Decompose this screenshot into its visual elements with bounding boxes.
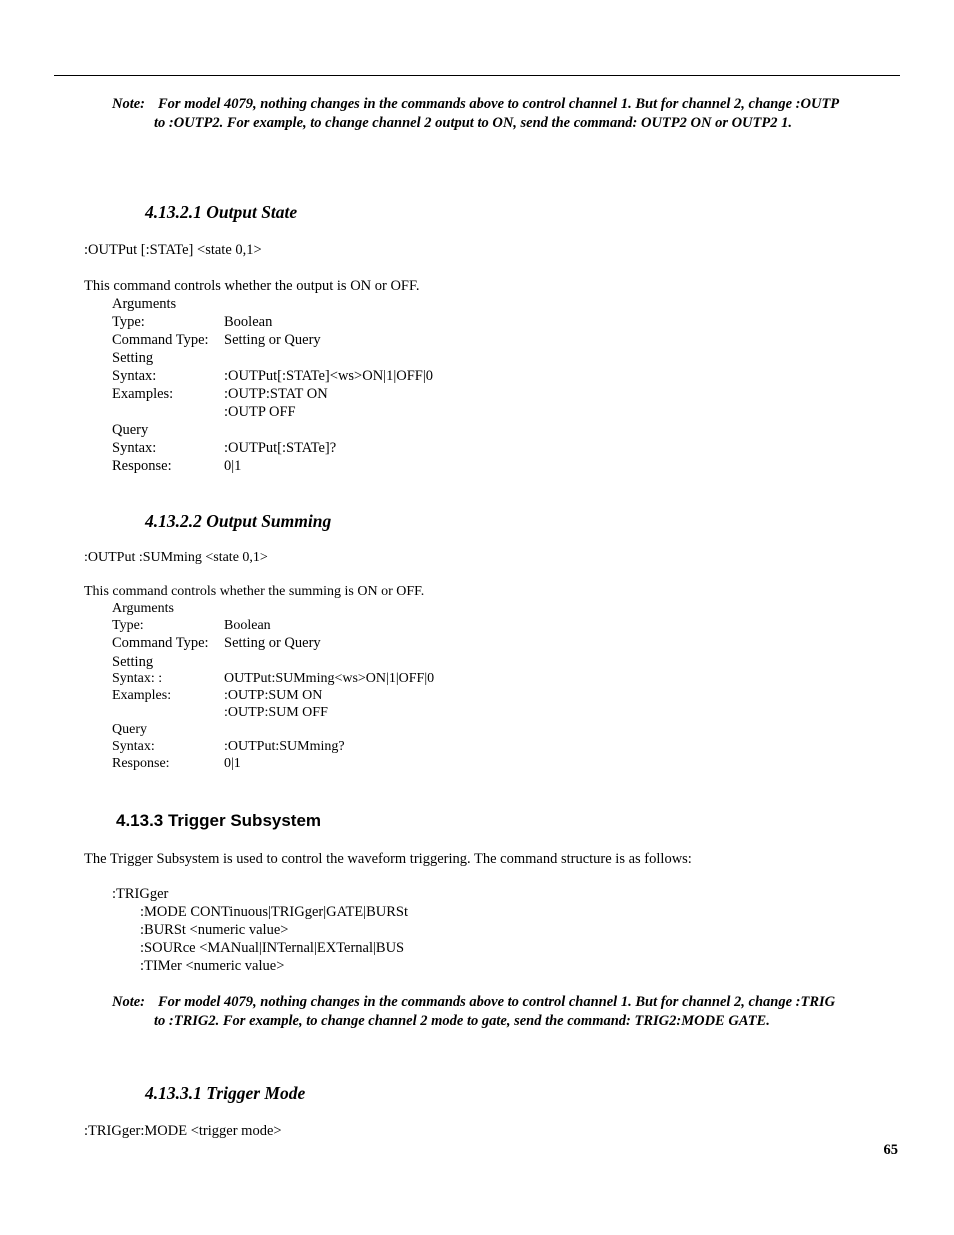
command-item: :TIMer <numeric value> <box>140 958 285 974</box>
response-value: 0|1 <box>224 458 242 474</box>
query-syntax-label: Syntax: <box>112 739 155 754</box>
command-item: :BURSt <numeric value> <box>140 922 289 938</box>
query-syntax-value: :OUTPut:SUMming? <box>224 739 345 754</box>
setting-label: Setting <box>112 350 154 366</box>
type-label: Type: <box>112 314 145 330</box>
command-type-label: Command Type: <box>112 635 209 651</box>
syntax-label: Syntax: : <box>112 671 163 686</box>
command-syntax: :TRIGger:MODE <trigger mode> <box>84 1123 282 1139</box>
examples-label: Examples: <box>112 386 174 402</box>
example-value: :OUTP:SUM ON <box>224 688 323 703</box>
note-label: Note: <box>112 96 146 112</box>
command-root: :TRIGger <box>112 886 169 902</box>
command-type-value: Setting or Query <box>224 332 321 348</box>
note-line: to :TRIG2. For example, to change channel 2 mode to gate, send the command: TRIG2:MODE GATE. <box>154 1013 770 1029</box>
type-value: Boolean <box>224 314 273 330</box>
command-item: :SOURce <MANual|INTernal|EXTernal|BUS <box>140 940 405 956</box>
command-type-value: Setting or Query <box>224 635 321 651</box>
example-value: :OUTP:SUM OFF <box>224 705 328 720</box>
syntax-value: OUTPut:SUMming<ws>ON|1|OFF|0 <box>224 671 435 686</box>
response-value: 0|1 <box>224 756 241 771</box>
syntax-label: Syntax: <box>112 368 157 384</box>
note-line: For model 4079, nothing changes in the commands above to control channel 1. But for channel 2, change :OUTP <box>158 96 840 112</box>
query-syntax-label: Syntax: <box>112 440 157 456</box>
setting-label: Setting <box>112 654 154 670</box>
description: The Trigger Subsystem is used to control the waveform triggering. The command structure is as follows: <box>84 851 692 867</box>
examples-label: Examples: <box>112 688 172 703</box>
section-heading: 4.13.3.1 Trigger Mode <box>145 1083 306 1103</box>
note-label: Note: <box>112 994 146 1010</box>
section-heading: 4.13.2.1 Output State <box>145 202 298 222</box>
header-rule <box>54 75 900 76</box>
query-label: Query <box>112 422 149 438</box>
description: This command controls whether the output is ON or OFF. <box>84 278 420 294</box>
description: This command controls whether the summing is ON or OFF. <box>84 584 425 599</box>
example-value: :OUTP:STAT ON <box>224 386 328 402</box>
note-line: to :OUTP2. For example, to change channel 2 output to ON, send the command: OUTP2 ON or OUTP2 1. <box>154 115 792 131</box>
note-line: For model 4079, nothing changes in the commands above to control channel 1. But for channel 2, change :TRIG <box>158 994 836 1010</box>
response-label: Response: <box>112 756 170 771</box>
query-syntax-value: :OUTPut[:STATe]? <box>224 440 337 456</box>
type-value: Boolean <box>224 618 271 633</box>
type-label: Type: <box>112 618 144 633</box>
command-item: :MODE CONTinuous|TRIGger|GATE|BURSt <box>140 904 408 920</box>
arguments-label: Arguments <box>112 601 174 616</box>
query-label: Query <box>112 722 147 737</box>
arguments-label: Arguments <box>112 296 177 312</box>
example-value: :OUTP OFF <box>224 404 296 420</box>
syntax-value: :OUTPut[:STATe]<ws>ON|1|OFF|0 <box>224 368 433 384</box>
command-syntax: :OUTPut [:STATe] <state 0,1> <box>84 242 262 258</box>
page-number: 65 <box>883 1142 898 1158</box>
command-type-label: Command Type: <box>112 332 209 348</box>
section-heading: 4.13.2.2 Output Summing <box>145 511 332 531</box>
section-heading: 4.13.3 Trigger Subsystem <box>116 811 322 830</box>
response-label: Response: <box>112 458 172 474</box>
command-syntax: :OUTPut :SUMming <state 0,1> <box>84 550 268 565</box>
